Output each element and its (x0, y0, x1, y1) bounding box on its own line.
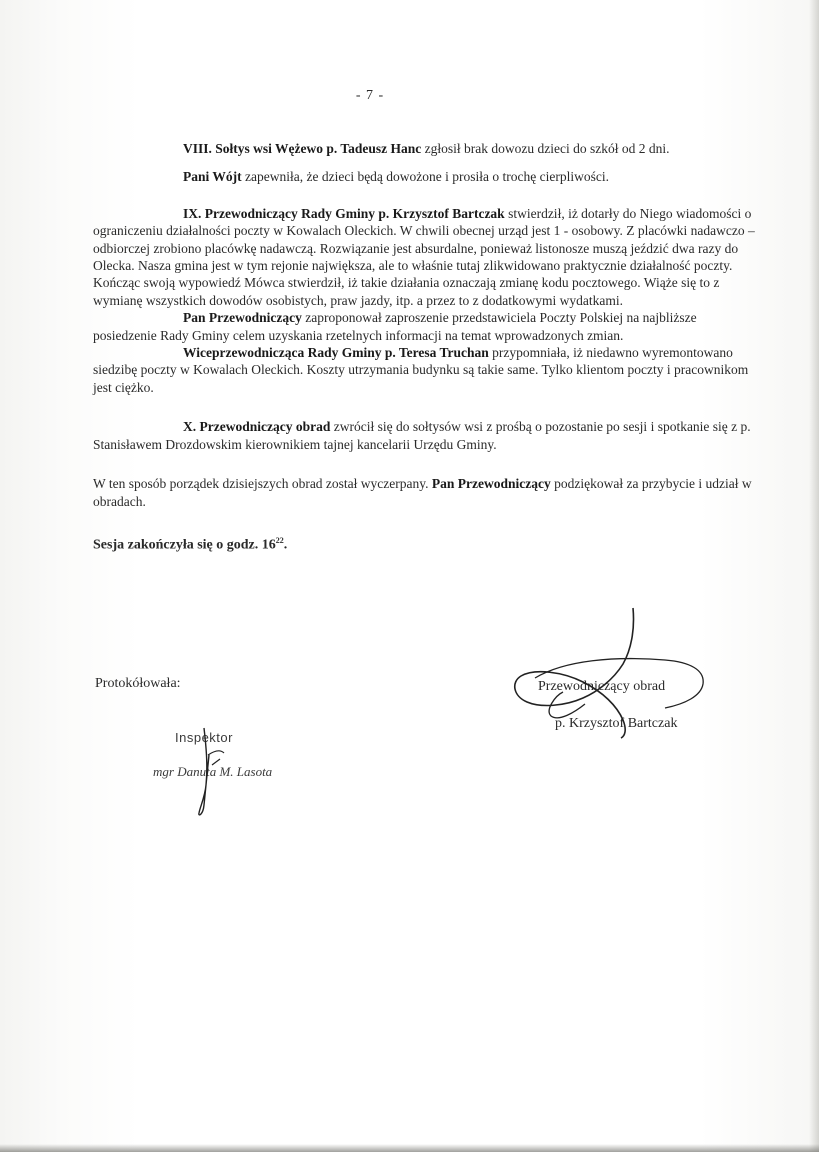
section-x-heading: X. Przewodniczący obrad (183, 419, 331, 435)
chair-stamp-name: p. Krzysztof Bartczak (555, 716, 678, 731)
scan-edge-bottom (0, 1144, 819, 1152)
recorder-label: Protokółowała: (95, 676, 181, 691)
section-ix-reminder (93, 344, 759, 396)
closing-speaker: Pan Przewodniczący (431, 476, 551, 492)
closing-paragraph (93, 475, 759, 510)
section-x (93, 418, 759, 453)
session-end-suffix: . (283, 537, 288, 553)
chair-stamp-title: Przewodniczący obrad (538, 679, 666, 694)
closing-text-end: podziękował za przybycie i udział w obradach. (93, 476, 752, 509)
chair-signature-icon (505, 600, 720, 740)
inspector-stamp-name: mgr Danuta M. Lasota (153, 764, 273, 779)
session-end-text: Sesja zakończyła się o godz. 16 (93, 537, 276, 553)
inspector-signature-icon (190, 725, 230, 820)
closing-text-start: W ten sposób porządek dzisiejszych obrad został wyczerpany. (93, 476, 432, 492)
section-ix-text: stwierdził, iż dotarły do Niego wiadomości o ograniczeniu działalności poczty w Kowalach Oleckich. W chwili obecnej urząd jest 1 - osobowy. Z placówki nadawczo – odbiorczej zrobiono placówkę nadawczą. Rozwiązanie jest absurdalne, ponieważ listonosze muszą jeździć dwa razy do Olecka. Nasza gmina jest w tym rejonie największa, ale to właśnie tutaj zlikwidowano praktycznie działalność poczty. Kończąc swoją wypowiedź Mówca stwierdził, iż takie działania oznaczają zmianę kodu pocztowego. Wiąże się to z wymianę wszystkich dowodów osobistych, praw jazdy, itp. a przez to z dodatkowymi wydatkami. (93, 205, 755, 308)
section-ix-proposal-text: zaproponował zaproszenie przedstawiciela Poczty Polskiej na najbliższe posiedzenie Rady Gminy celem uzyskania rzetelnych informacji na temat wprowadzonych zmian. (93, 310, 697, 343)
session-end-minutes: 22 (275, 535, 284, 545)
section-ix-reminder-text: przypomniała, iż niedawno wyremontowano siedzibę poczty w Kowalach Oleckich. Koszty utrzymania budynku są takie same. Tylko klientom poczty i pracownikom jest ciężko. (93, 345, 749, 395)
section-x-text: zwrócił się do sołtysów wsi z prośbą o pozostanie po sesji i spotkanie się z p. Stanisławem Drozdowskim kierownikiem tajnej kancelarii Urzędu Gminy. (93, 419, 751, 452)
section-ix-proposal-speaker: Pan Przewodniczący (183, 310, 302, 326)
section-viii-reply (93, 168, 759, 185)
section-ix (93, 205, 759, 309)
session-end (93, 532, 759, 554)
section-ix-heading: IX. Przewodniczący Rady Gminy p. Krzysztof Bartczak (183, 205, 505, 221)
section-viii (93, 140, 759, 157)
section-viii-text: zgłosił brak dowozu dzieci do szkół od 2 dni. (421, 141, 670, 156)
section-viii-reply-speaker: Pani Wójt (183, 169, 242, 185)
inspector-stamp-title: Inspektor (175, 730, 233, 745)
page-number: - 7 - (355, 88, 385, 103)
scan-edge-right (809, 0, 819, 1152)
document-body (93, 140, 759, 554)
section-ix-reminder-speaker: Wiceprzewodnicząca Rady Gminy p. Teresa Truchan (183, 345, 489, 361)
section-viii-heading: VIII. Sołtys wsi Wężewo p. Tadeusz Hanc (183, 141, 422, 156)
section-viii-reply-text: zapewniła, że dzieci będą dowożone i prosiła o trochę cierpliwości. (241, 169, 609, 185)
section-ix-proposal (93, 309, 759, 344)
